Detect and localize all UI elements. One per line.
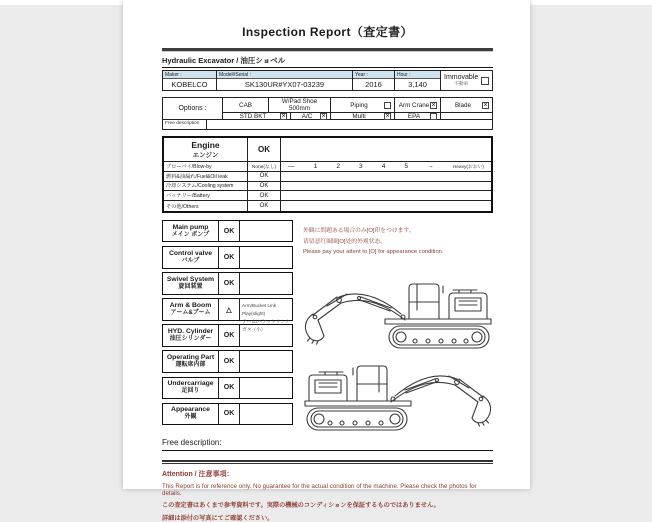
blowby-1: 1 <box>313 162 318 170</box>
engine-note-cell <box>281 138 491 161</box>
hour-value: 3,140 <box>408 80 427 89</box>
blowby-none: None(なし) <box>248 162 281 171</box>
attention-separator <box>162 460 493 464</box>
ac-checkbox: × <box>321 113 326 120</box>
blade-checkbox: × <box>483 101 488 109</box>
section-arm-boom: Arm & Boom アーム&ブーム △ Arm/Bucket Link Play(slight) アーム/バケットリンクガタ（小） <box>162 298 293 321</box>
battery-row: バッテリー/Battery OK <box>164 191 491 201</box>
free-description-row <box>162 120 493 130</box>
immovable-label-jp: 不動車 <box>453 81 469 87</box>
maker-label: Maker : <box>163 71 216 79</box>
option-std-bkt: STD BKT × <box>223 113 291 120</box>
machine-type-heading: Hydraulic Excavator / 油圧ショベル <box>162 52 493 68</box>
options-table <box>162 97 493 120</box>
engine-label-en: Engine <box>191 140 220 150</box>
section-hyd-cylinder: HYD. Cylinder 油圧シリンダー OK <box>162 324 293 347</box>
arm-boom-note: Arm/Bucket Link Play(slight) アーム/バケットリンクガタ（小） <box>242 302 290 332</box>
main-pump-status: OK <box>219 221 240 242</box>
option-piping: Piping <box>331 98 395 112</box>
maker-column <box>163 71 217 90</box>
hyd-cylinder-status: OK <box>219 325 240 346</box>
excavator-side-view-top <box>305 284 491 348</box>
option-empty-cell <box>441 113 492 120</box>
blowby-dash: — <box>288 162 295 170</box>
piping-checkbox <box>384 102 391 109</box>
option-wpad-shoe: W/Pad Shoe 500mm <box>269 98 331 112</box>
section-undercarriage: Undercarriage 足回り OK <box>162 377 293 400</box>
multi-checkbox: × <box>385 113 390 120</box>
free-description-value <box>207 120 492 129</box>
option-epa: EPA <box>395 113 441 120</box>
engine-table <box>162 136 493 213</box>
free-description-bottom: Free description: <box>162 438 493 451</box>
attention-line-jp1: この査定書はあくまで参考資料です。実際の機械のコンディションを保証するものではありません。 <box>162 502 440 510</box>
excavator-side-view-bottom <box>305 366 491 430</box>
hour-label: Hour : <box>395 71 440 79</box>
section-appearance: Appearance 外観 OK <box>162 403 293 426</box>
excavator-drawings <box>303 266 493 437</box>
model-value: SK130UR#YX07-03239 <box>244 80 325 89</box>
blowby-3: 3 <box>359 162 363 170</box>
section-control-valve: Control valve バルブ OK <box>162 246 293 269</box>
blowby-heavy: Heavy(おおい) <box>452 164 484 170</box>
blowby-5: 5 <box>404 162 409 170</box>
blowby-row <box>164 162 491 172</box>
engine-status: OK <box>248 138 281 161</box>
immovable-label: Immovable <box>444 73 479 81</box>
free-description-label: Free description <box>163 120 207 129</box>
option-multi: Multi × <box>331 113 395 120</box>
model-label: Model#Serial : <box>217 71 352 79</box>
report-title: Inspection Report（査定書） <box>242 25 413 39</box>
note-line-cn: 请留意红圈圈[O]处的外观状态。 <box>303 238 387 245</box>
others-row: その他/Others OK <box>164 201 491 211</box>
hour-column <box>395 71 441 90</box>
option-blade: Blade × <box>454 101 488 109</box>
machine-header-table <box>162 70 493 91</box>
undercarriage-status: OK <box>219 378 240 399</box>
inspection-sections <box>162 220 293 437</box>
year-column <box>353 71 395 90</box>
std-bkt-checkbox: × <box>281 113 286 120</box>
year-value: 2016 <box>365 80 382 89</box>
note-line-en: Please pay your attent to [O] for appearance condition. <box>303 249 444 256</box>
blowby-scale <box>281 162 491 171</box>
section-operating-part: Operating Part 運転席内部 OK <box>162 350 293 373</box>
blowby-arrow: → <box>427 162 434 170</box>
appearance-notes <box>303 226 493 258</box>
model-column <box>217 71 353 90</box>
section-swivel-system: Swivel System 旋回装置 OK <box>162 272 293 295</box>
cooling-system-row: 冷却システム/Cooling system OK <box>164 182 491 192</box>
immovable-checkbox <box>481 77 489 85</box>
epa-checkbox <box>430 113 437 120</box>
blowby-label: ブローバイ/Blow-by <box>164 162 248 171</box>
blowby-2: 2 <box>336 162 340 170</box>
option-cab: CAB <box>223 98 269 112</box>
appearance-status: OK <box>219 404 240 425</box>
excavator-diagram-svg <box>303 266 493 432</box>
options-row-2 <box>223 113 492 120</box>
option-ac: A/C × <box>291 113 331 120</box>
report-page <box>123 0 530 522</box>
options-label: Options : <box>163 98 223 119</box>
fuel-oil-leak-row: 燃料&油漏れ/Fuel&Oil leak OK <box>164 172 491 182</box>
year-label: Year : <box>353 71 394 79</box>
engine-header-row <box>164 138 491 162</box>
options-row-1 <box>223 98 492 113</box>
maker-value: KOBELCO <box>171 80 208 89</box>
attention-line-en: This Report is for reference only. No guarantee for the actual condition of the machine. Please check the photos for details. <box>162 482 477 497</box>
arm-boom-status: △ <box>219 299 240 320</box>
swivel-system-status: OK <box>219 273 240 294</box>
attention-heading: Attention / 注意事項： <box>162 471 234 479</box>
section-main-pump: Main pump メイン ポンプ OK <box>162 220 293 243</box>
option-arm-crane: Arm Crane × <box>395 98 441 112</box>
blowby-4: 4 <box>381 162 386 170</box>
immovable-column <box>441 71 492 90</box>
operating-part-status: OK <box>219 351 240 372</box>
engine-label-jp: エンジン <box>192 152 219 159</box>
control-valve-status: OK <box>219 247 240 268</box>
note-line-jp: 外観に問題ある場合のみ[O]印をつけます。 <box>303 227 415 234</box>
arm-crane-checkbox: × <box>431 101 436 109</box>
attention-line-jp2: 詳細は添付の写真にてご確認ください。 <box>162 514 274 522</box>
